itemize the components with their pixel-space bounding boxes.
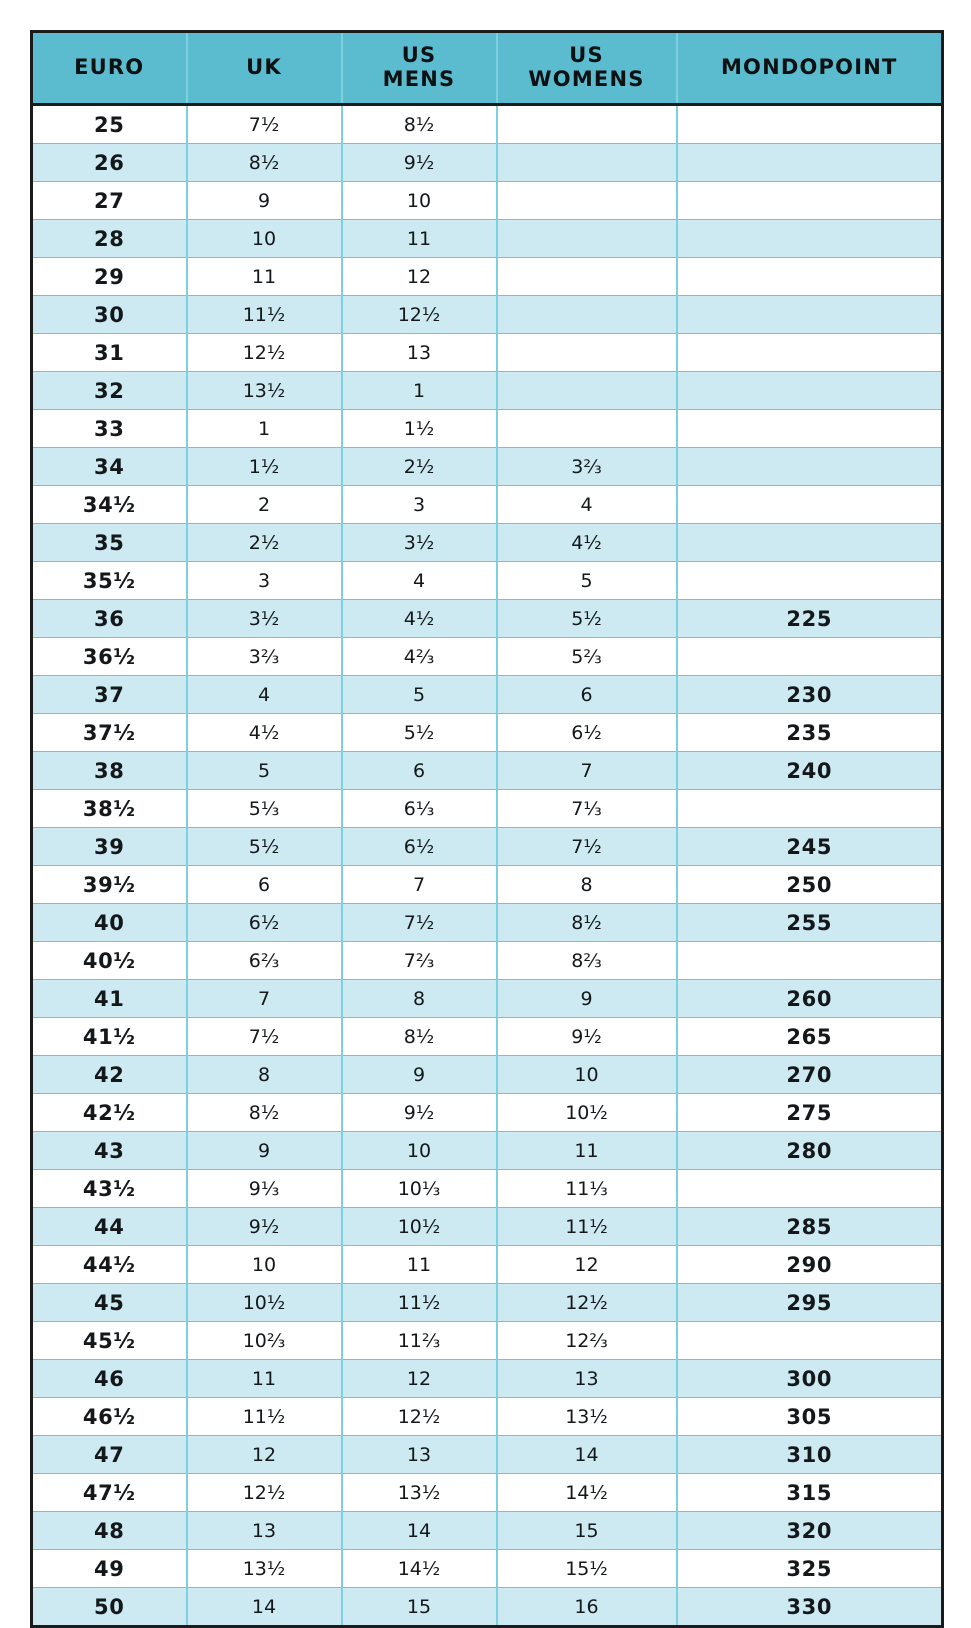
cell-mondopoint: 260 [677,980,943,1018]
cell-euro: 26 [32,144,187,182]
cell-us-womens [497,372,677,410]
cell-uk: 11½ [187,296,342,334]
column-header-us-womens-line1: US [569,43,604,68]
table-row [32,828,943,866]
cell-uk: 4 [187,676,342,714]
cell-us-mens: 12½ [342,1398,497,1436]
cell-uk: 3½ [187,600,342,638]
table-row [32,144,943,182]
column-header-us-mens-line2: MENS [382,67,456,91]
cell-uk: 2½ [187,524,342,562]
cell-mondopoint: 280 [677,1132,943,1170]
cell-euro: 43½ [32,1170,187,1208]
table-row [32,980,943,1018]
cell-us-mens: 10 [342,182,497,220]
cell-euro: 45 [32,1284,187,1322]
cell-us-mens: 5½ [342,714,497,752]
cell-us-mens: 9½ [342,144,497,182]
table-row [32,866,943,904]
cell-us-womens: 7 [497,752,677,790]
table-row [32,220,943,258]
table-row [32,790,943,828]
cell-euro: 43 [32,1132,187,1170]
table-row [32,448,943,486]
cell-uk: 8½ [187,1094,342,1132]
table-row [32,1284,943,1322]
table-row [32,752,943,790]
column-header-mondopoint: MONDOPOINT [677,32,943,105]
cell-uk: 1 [187,410,342,448]
cell-mondopoint [677,372,943,410]
cell-mondopoint [677,410,943,448]
cell-us-mens: 10½ [342,1208,497,1246]
cell-us-mens: 14 [342,1512,497,1550]
table-row [32,1550,943,1588]
cell-us-womens: 8½ [497,904,677,942]
cell-us-womens: 11 [497,1132,677,1170]
column-header-us-mens [342,32,497,105]
cell-euro: 41½ [32,1018,187,1056]
cell-us-womens: 5½ [497,600,677,638]
cell-mondopoint: 235 [677,714,943,752]
cell-us-mens: 11 [342,220,497,258]
cell-us-mens: 3 [342,486,497,524]
cell-euro: 47 [32,1436,187,1474]
cell-mondopoint [677,144,943,182]
cell-us-mens: 8 [342,980,497,1018]
cell-uk: 7 [187,980,342,1018]
cell-us-mens: 6⅓ [342,790,497,828]
cell-mondopoint [677,790,943,828]
cell-us-mens: 6½ [342,828,497,866]
cell-us-womens: 12 [497,1246,677,1284]
table-row [32,1094,943,1132]
cell-euro: 44 [32,1208,187,1246]
cell-us-mens: 1 [342,372,497,410]
cell-us-mens: 7 [342,866,497,904]
cell-mondopoint: 245 [677,828,943,866]
cell-euro: 25 [32,105,187,144]
cell-euro: 30 [32,296,187,334]
table-row [32,258,943,296]
cell-us-womens: 12½ [497,1284,677,1322]
cell-us-womens: 4½ [497,524,677,562]
cell-us-mens: 10 [342,1132,497,1170]
cell-us-mens: 15 [342,1588,497,1627]
cell-euro: 38 [32,752,187,790]
cell-us-womens: 8⅔ [497,942,677,980]
table-row [32,524,943,562]
cell-euro: 36 [32,600,187,638]
cell-mondopoint: 250 [677,866,943,904]
cell-uk: 5½ [187,828,342,866]
cell-mondopoint: 310 [677,1436,943,1474]
cell-mondopoint [677,524,943,562]
cell-uk: 5⅓ [187,790,342,828]
cell-euro: 28 [32,220,187,258]
cell-us-mens: 12 [342,258,497,296]
cell-us-womens: 5 [497,562,677,600]
cell-us-womens: 6½ [497,714,677,752]
cell-uk: 12½ [187,334,342,372]
cell-euro: 40½ [32,942,187,980]
column-header-us-womens-line2: WOMENS [528,67,645,91]
cell-euro: 29 [32,258,187,296]
table-row [32,1474,943,1512]
cell-us-mens: 8½ [342,1018,497,1056]
cell-uk: 6½ [187,904,342,942]
cell-us-mens: 11⅔ [342,1322,497,1360]
cell-us-mens: 12 [342,1360,497,1398]
cell-euro: 41 [32,980,187,1018]
table-row [32,942,943,980]
cell-us-womens [497,105,677,144]
table-row [32,296,943,334]
cell-mondopoint [677,448,943,486]
cell-euro: 35½ [32,562,187,600]
cell-euro: 34½ [32,486,187,524]
cell-mondopoint: 275 [677,1094,943,1132]
cell-mondopoint: 325 [677,1550,943,1588]
cell-uk: 8½ [187,144,342,182]
cell-uk: 10½ [187,1284,342,1322]
cell-euro: 38½ [32,790,187,828]
cell-mondopoint: 295 [677,1284,943,1322]
table-row [32,410,943,448]
table-row [32,904,943,942]
table-row [32,1132,943,1170]
cell-us-mens: 13½ [342,1474,497,1512]
cell-us-womens: 5⅔ [497,638,677,676]
cell-uk: 6⅔ [187,942,342,980]
cell-euro: 37 [32,676,187,714]
cell-mondopoint: 330 [677,1588,943,1627]
cell-uk: 4½ [187,714,342,752]
cell-euro: 48 [32,1512,187,1550]
cell-us-womens [497,144,677,182]
cell-uk: 7½ [187,105,342,144]
cell-euro: 46 [32,1360,187,1398]
cell-uk: 9⅓ [187,1170,342,1208]
cell-us-mens: 1½ [342,410,497,448]
table-row [32,1436,943,1474]
cell-us-mens: 14½ [342,1550,497,1588]
cell-uk: 7½ [187,1018,342,1056]
cell-us-womens: 14 [497,1436,677,1474]
cell-uk: 11 [187,1360,342,1398]
cell-us-womens: 3⅔ [497,448,677,486]
cell-mondopoint [677,1170,943,1208]
table-header-row [32,32,943,105]
cell-mondopoint [677,334,943,372]
cell-mondopoint [677,638,943,676]
cell-uk: 2 [187,486,342,524]
cell-uk: 10⅔ [187,1322,342,1360]
cell-us-womens [497,182,677,220]
cell-mondopoint: 305 [677,1398,943,1436]
cell-uk: 11½ [187,1398,342,1436]
cell-us-mens: 13 [342,334,497,372]
column-header-us-womens [497,32,677,105]
cell-mondopoint: 285 [677,1208,943,1246]
cell-us-mens: 3½ [342,524,497,562]
cell-uk: 10 [187,220,342,258]
cell-us-mens: 9½ [342,1094,497,1132]
cell-uk: 5 [187,752,342,790]
cell-us-mens: 11 [342,1246,497,1284]
cell-mondopoint: 270 [677,1056,943,1094]
cell-us-womens: 14½ [497,1474,677,1512]
table-row [32,1246,943,1284]
cell-us-mens: 7⅔ [342,942,497,980]
cell-us-womens: 10½ [497,1094,677,1132]
cell-us-womens: 6 [497,676,677,714]
cell-mondopoint [677,1322,943,1360]
table-row [32,638,943,676]
cell-us-mens: 12½ [342,296,497,334]
cell-us-womens: 11⅓ [497,1170,677,1208]
cell-mondopoint: 230 [677,676,943,714]
cell-euro: 46½ [32,1398,187,1436]
table-row [32,1018,943,1056]
table-row [32,1398,943,1436]
cell-us-womens: 9½ [497,1018,677,1056]
cell-uk: 12½ [187,1474,342,1512]
table-row [32,182,943,220]
cell-uk: 3 [187,562,342,600]
cell-mondopoint: 225 [677,600,943,638]
cell-mondopoint [677,220,943,258]
cell-mondopoint: 315 [677,1474,943,1512]
cell-uk: 12 [187,1436,342,1474]
cell-us-mens: 4½ [342,600,497,638]
cell-uk: 9 [187,182,342,220]
cell-us-womens: 10 [497,1056,677,1094]
cell-us-mens: 10⅓ [342,1170,497,1208]
cell-mondopoint: 320 [677,1512,943,1550]
cell-euro: 42½ [32,1094,187,1132]
table-row [32,105,943,144]
cell-us-mens: 4 [342,562,497,600]
cell-uk: 13½ [187,372,342,410]
cell-uk: 10 [187,1246,342,1284]
table-row [32,676,943,714]
cell-mondopoint [677,105,943,144]
cell-euro: 39 [32,828,187,866]
cell-mondopoint: 290 [677,1246,943,1284]
cell-us-womens: 7⅓ [497,790,677,828]
cell-uk: 9 [187,1132,342,1170]
table-row [32,1170,943,1208]
table-header [32,32,943,105]
cell-us-womens: 9 [497,980,677,1018]
cell-euro: 27 [32,182,187,220]
cell-us-mens: 2½ [342,448,497,486]
cell-us-womens: 8 [497,866,677,904]
cell-euro: 50 [32,1588,187,1627]
cell-mondopoint [677,296,943,334]
cell-euro: 32 [32,372,187,410]
cell-euro: 31 [32,334,187,372]
table-row [32,600,943,638]
cell-us-womens: 12⅔ [497,1322,677,1360]
table-row [32,334,943,372]
cell-uk: 1½ [187,448,342,486]
cell-uk: 13 [187,1512,342,1550]
size-conversion-table [30,30,944,1628]
cell-euro: 34 [32,448,187,486]
cell-euro: 49 [32,1550,187,1588]
cell-uk: 6 [187,866,342,904]
cell-us-womens: 16 [497,1588,677,1627]
cell-uk: 8 [187,1056,342,1094]
cell-us-mens: 4⅔ [342,638,497,676]
cell-us-mens: 13 [342,1436,497,1474]
table-row [32,1360,943,1398]
table-row [32,1056,943,1094]
cell-euro: 33 [32,410,187,448]
cell-euro: 36½ [32,638,187,676]
cell-mondopoint: 255 [677,904,943,942]
cell-us-mens: 5 [342,676,497,714]
cell-us-womens: 15½ [497,1550,677,1588]
cell-mondopoint [677,182,943,220]
cell-uk: 14 [187,1588,342,1627]
cell-us-womens: 13 [497,1360,677,1398]
cell-us-womens: 15 [497,1512,677,1550]
cell-us-womens: 4 [497,486,677,524]
table-row [32,562,943,600]
cell-us-mens: 8½ [342,105,497,144]
table-row [32,1588,943,1627]
cell-mondopoint [677,258,943,296]
cell-us-womens [497,334,677,372]
column-header-uk: UK [187,32,342,105]
cell-us-mens: 11½ [342,1284,497,1322]
cell-euro: 45½ [32,1322,187,1360]
table-row [32,1512,943,1550]
table-row [32,1322,943,1360]
cell-euro: 44½ [32,1246,187,1284]
cell-us-womens: 7½ [497,828,677,866]
cell-uk: 9½ [187,1208,342,1246]
cell-mondopoint [677,486,943,524]
table-row [32,372,943,410]
cell-us-womens [497,296,677,334]
cell-us-mens: 9 [342,1056,497,1094]
cell-uk: 3⅔ [187,638,342,676]
table-row [32,1208,943,1246]
cell-us-womens [497,220,677,258]
cell-uk: 11 [187,258,342,296]
column-header-us-mens-line1: US [401,43,437,68]
cell-us-womens: 13½ [497,1398,677,1436]
cell-euro: 42 [32,1056,187,1094]
table-body [32,105,943,1627]
cell-euro: 37½ [32,714,187,752]
cell-euro: 40 [32,904,187,942]
cell-mondopoint: 240 [677,752,943,790]
cell-mondopoint: 265 [677,1018,943,1056]
cell-us-womens [497,410,677,448]
cell-mondopoint [677,942,943,980]
cell-us-mens: 7½ [342,904,497,942]
cell-mondopoint [677,562,943,600]
cell-euro: 39½ [32,866,187,904]
table-row [32,486,943,524]
cell-us-womens: 11½ [497,1208,677,1246]
table-row [32,714,943,752]
column-header-euro: EURO [32,32,187,105]
cell-mondopoint: 300 [677,1360,943,1398]
cell-euro: 47½ [32,1474,187,1512]
cell-uk: 13½ [187,1550,342,1588]
cell-euro: 35 [32,524,187,562]
cell-us-mens: 6 [342,752,497,790]
cell-us-womens [497,258,677,296]
